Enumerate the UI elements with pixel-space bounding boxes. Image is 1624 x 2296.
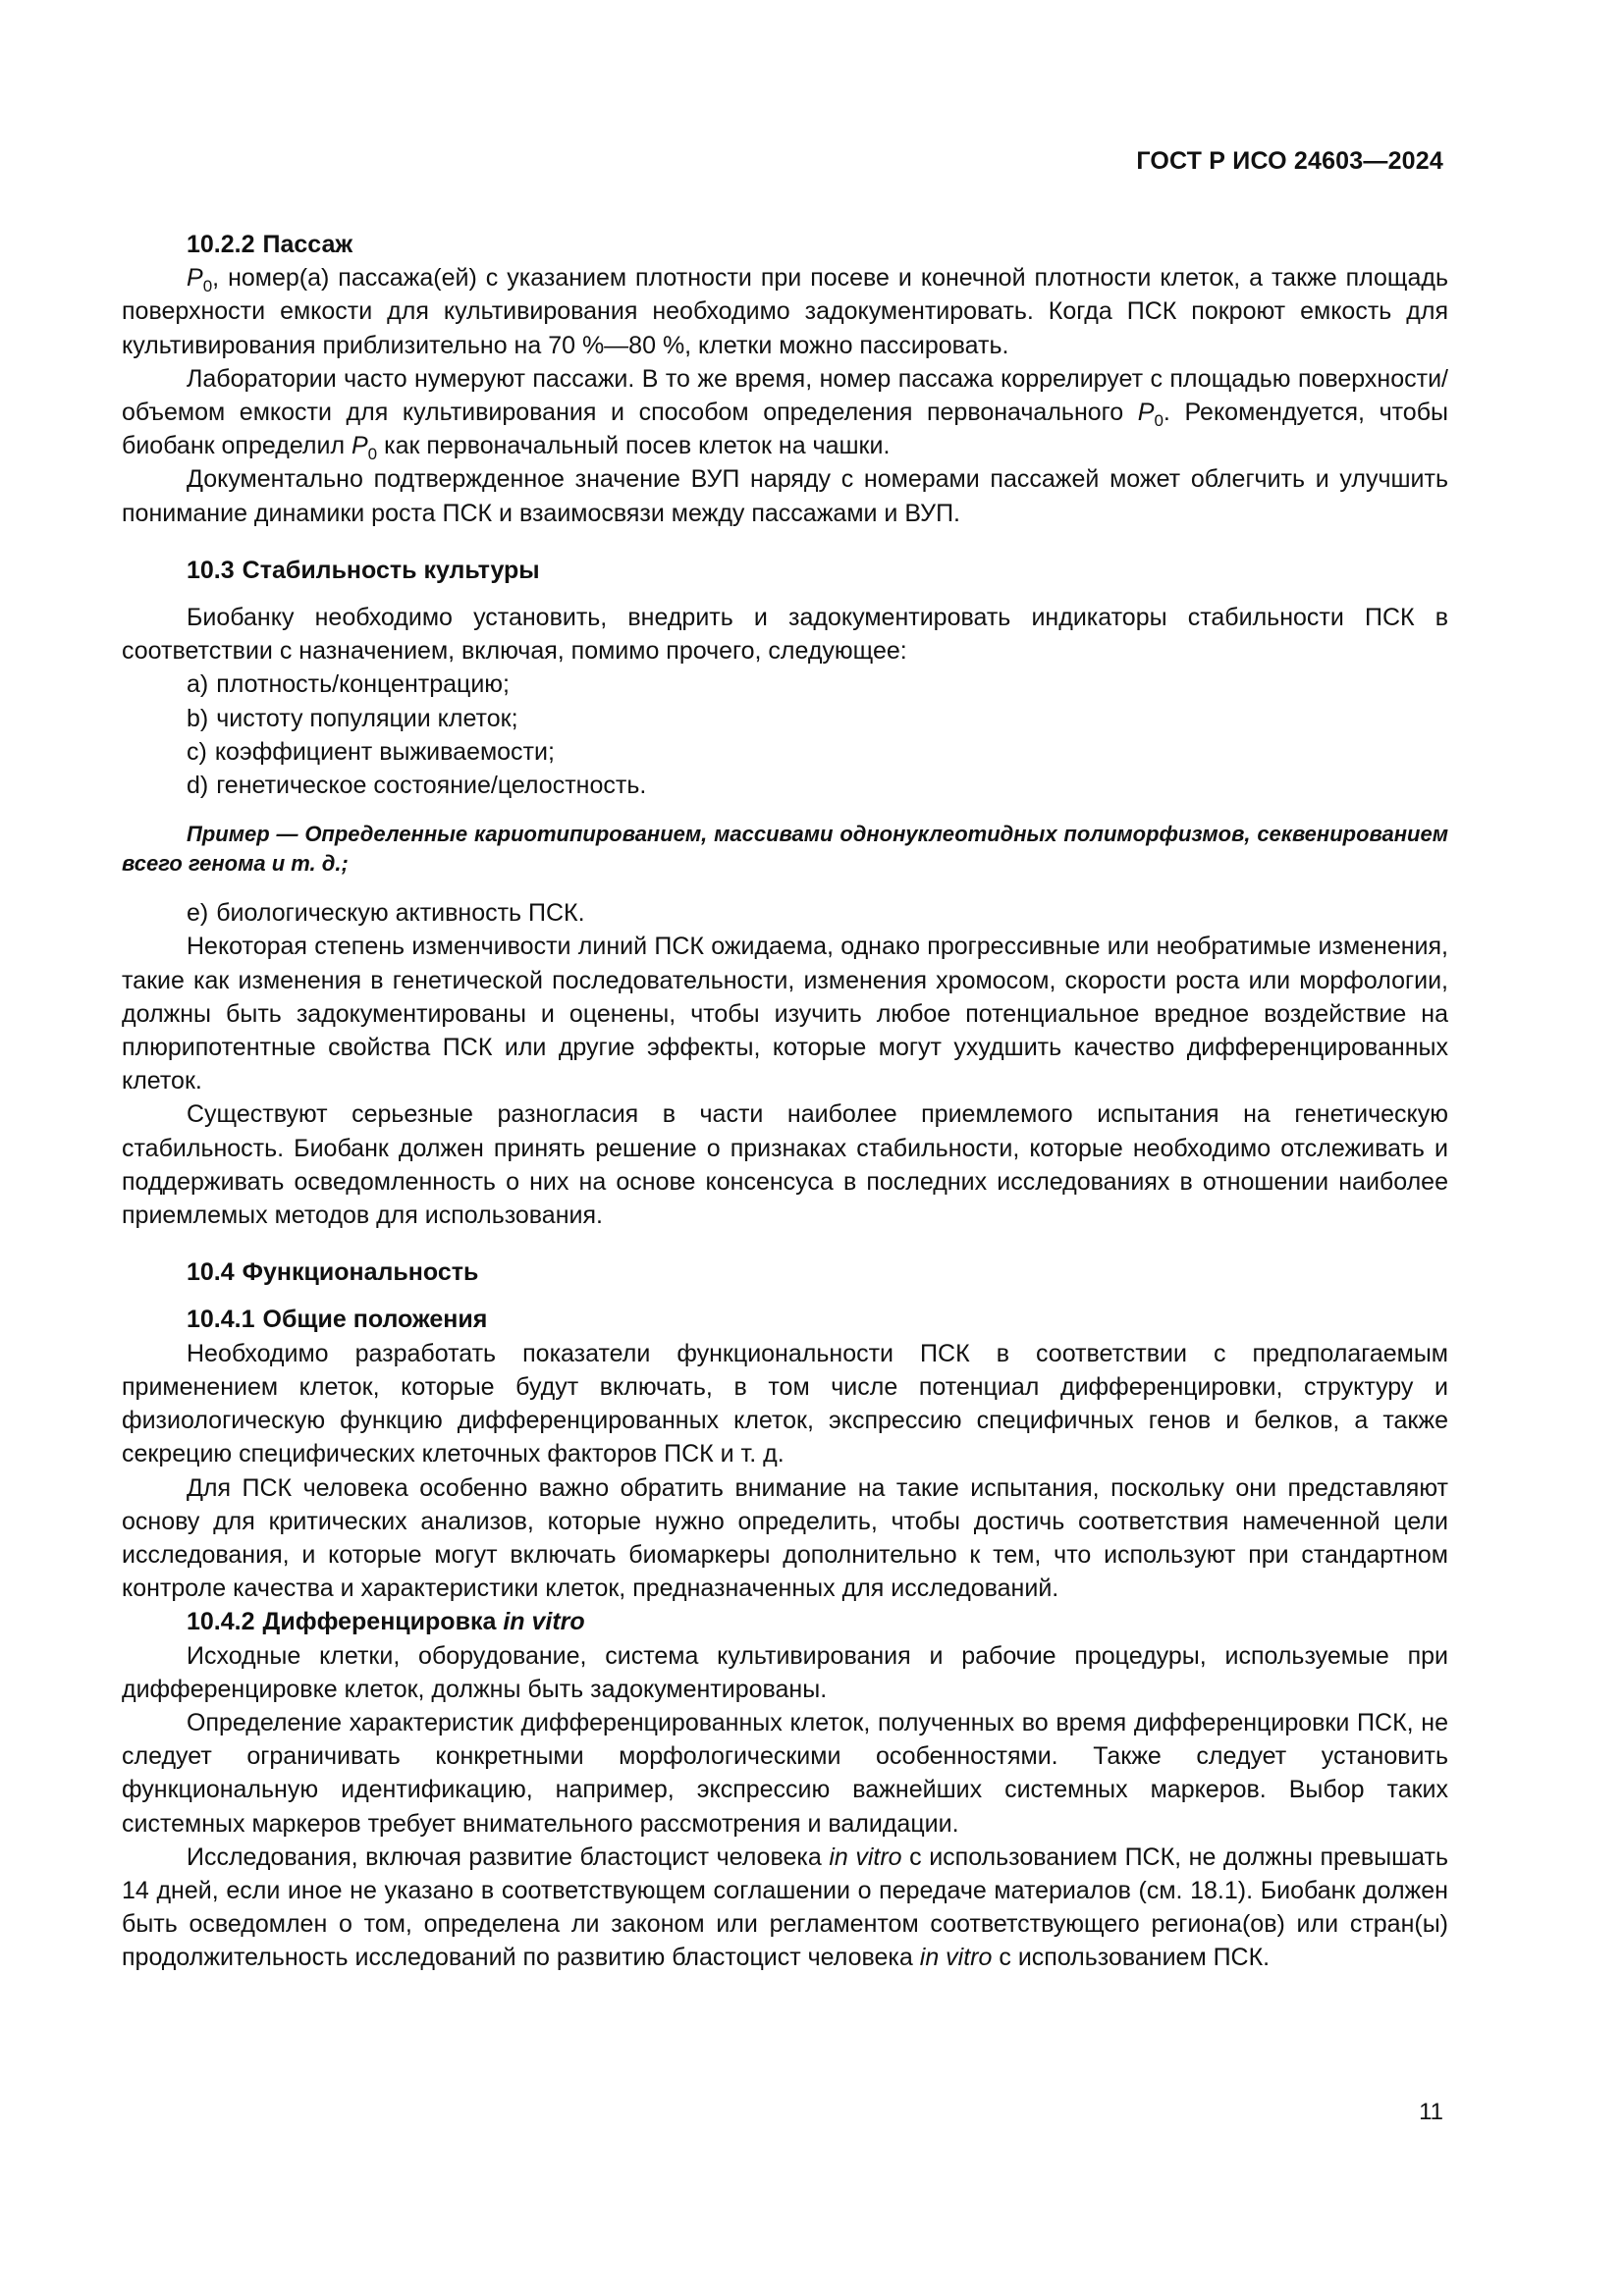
symbol-subscript: 0 bbox=[202, 277, 213, 296]
heading-10-4 bbox=[122, 1255, 1448, 1289]
list-item-text: плотность/концентрацию; bbox=[216, 670, 510, 699]
page-number: 11 bbox=[1419, 2099, 1443, 2125]
paragraph-text: с использованием ПСК. bbox=[992, 1944, 1271, 1972]
list-item bbox=[187, 702, 1448, 735]
symbol-p: P bbox=[351, 432, 368, 460]
paragraph-source-cells: Исходные клетки, оборудование, система культивирования и рабочие процедуры, используемые при дифференцировке клеток, должны быть задокументированы. bbox=[122, 1641, 1448, 1703]
symbol-subscript: 0 bbox=[1154, 411, 1164, 431]
symbol-subscript: 0 bbox=[367, 445, 378, 464]
paragraph-blastocyst-research bbox=[122, 1841, 1448, 1975]
paragraph-variability: Некоторая степень изменчивости линий ПСК ожидаема, однако прогрессивные или необратимые изменения, такие как изменения в генетической последовательности, изменения хромосом, скорости роста или морфологии, должны быть задокументированы и оценены, чтобы изучить любое потенциальное вредное воздействие на плюрипотентные свойства ПСК или другие эффекты, которые могут ухудшить качество дифференцированных клеток. bbox=[122, 933, 1448, 1095]
list-item-label: c) bbox=[187, 737, 207, 766]
example-note: Пример — Определенные кариотипированием, массивами однонуклеотидных полиморфизмов, секвенированием всего генома и т. д.; bbox=[122, 822, 1448, 877]
list-item-label: e) bbox=[187, 899, 209, 928]
stability-indicators-list-continued bbox=[122, 896, 1448, 930]
paragraph-text: Лаборатории часто нумеруют пассажи. В то же время, номер пассажа коррелирует с площадью поверхности/объемом емкости для культивирования и способом определения первоначального bbox=[122, 364, 1448, 427]
heading-number: 10.3 bbox=[187, 556, 235, 584]
paragraph-text: , номер(а) пассажа(ей) с указанием плотности при посеве и конечной плотности клеток, а также площадь поверхности емкости для культивирования необходимо задокументировать. Когда ПСК покроют емкость для культивирования приблизительно на 70 %—80 %, клетки можно пассировать. bbox=[122, 264, 1448, 359]
list-item-label: a) bbox=[187, 670, 209, 699]
paragraph-text: с использованием ПСК, не должны превышать 14 дней, если иное не указано в соответствующем соглашении о передаче материалов (см. 18.1). Биобанк должен быть осведомлен о том, определена ли законом или регламентом соответствующего региона(ов) или стран(ы) продолжительность исследований по развитию бластоцист человека bbox=[122, 1842, 1448, 1972]
paragraph-disagreement: Существуют серьезные разногласия в части наиболее приемлемого испытания на генетическую стабильность. Биобанк должен принять решение о признаках стабильности, которые необходимо отслеживать и поддерживать осведомленность о них на основе консенсуса в последних исследованиях в отношении наиболее приемлемых методов для использования. bbox=[122, 1100, 1448, 1230]
list-item-text: биологическую активность ПСК. bbox=[216, 899, 585, 928]
list-item bbox=[187, 667, 1448, 701]
symbol-p: P bbox=[187, 264, 203, 293]
italic-term: in vitro bbox=[919, 1944, 993, 1972]
heading-number: 10.4 bbox=[187, 1258, 235, 1287]
paragraph-characterization: Определение характеристик дифференцированных клеток, полученных во время дифференцировки ПСК, не следует ограничивать конкретными морфологическими особенностями. Также следует установить функциональную идентификацию, например, экспрессию важнейших системных маркеров. Выбор таких системных маркеров требует внимательного рассмотрения и валидации. bbox=[122, 1708, 1448, 1838]
heading-number: 10.4.1 bbox=[187, 1306, 255, 1334]
list-item-text: коэффициент выживаемости; bbox=[214, 737, 555, 766]
symbol-p: P bbox=[1137, 399, 1155, 427]
paragraph-functionality-indicators: Необходимо разработать показатели функциональности ПСК в соответствии с предполагаемым применением клеток, которые будут включать, в том числе потенциал дифференцировки, структуру и физиологическую функцию дифференцированных клеток, экспрессию специфичных генов и белков, а также секрецию специфических клеточных факторов ПСК и т. д. bbox=[122, 1339, 1448, 1468]
list-item bbox=[187, 896, 1448, 930]
heading-title: Общие положения bbox=[262, 1306, 488, 1334]
list-item bbox=[187, 735, 1448, 769]
heading-title: Пассаж bbox=[262, 231, 353, 258]
list-item-text: чистоту популяции клеток; bbox=[216, 704, 518, 732]
heading-title: Дифференцировка bbox=[262, 1608, 504, 1636]
stability-indicators-list bbox=[122, 667, 1448, 802]
paragraph-text: . Рекомендуется, чтобы биобанк определил bbox=[122, 399, 1448, 460]
heading-title: Стабильность культуры bbox=[242, 556, 540, 584]
heading-10-2-2 bbox=[122, 228, 1448, 261]
heading-10-3 bbox=[122, 554, 1448, 587]
heading-10-4-2 bbox=[122, 1605, 1448, 1638]
list-item bbox=[187, 769, 1448, 802]
paragraph-passage-documented: Документально подтвержденное значение ВУП наряду с номерами пассажей может облегчить и улучшить понимание динамики роста ПСК и взаимосвязи между пассажами и ВУП. bbox=[122, 465, 1448, 527]
heading-number: 10.4.2 bbox=[187, 1608, 255, 1636]
italic-term: in vitro bbox=[829, 1842, 902, 1871]
list-item-text: генетическое состояние/целостность. bbox=[216, 772, 647, 800]
heading-title-italic: in vitro bbox=[503, 1608, 585, 1636]
paragraph-human-psc-tests: Для ПСК человека особенно важно обратить внимание на такие испытания, поскольку они представляют основу для критических анализов, которые нужно определить, чтобы достичь соответствия намеченной цели исследования, и которые могут включать биомаркеры дополнительно к тем, что используют при стандартном контроле качества и характеристики клеток, предназначенных для исследований. bbox=[122, 1473, 1448, 1603]
paragraph-stability-intro: Биобанку необходимо установить, внедрить и задокументировать индикаторы стабильности ПСК в соответствии с назначением, включая, помимо прочего, следующее: bbox=[122, 604, 1448, 666]
list-item-label: d) bbox=[187, 772, 209, 800]
heading-title: Функциональность bbox=[242, 1258, 479, 1287]
paragraph-passage-p0 bbox=[122, 261, 1448, 362]
document-id-header: ГОСТ Р ИСО 24603—2024 bbox=[1136, 147, 1443, 175]
paragraph-passage-numbering bbox=[122, 362, 1448, 463]
paragraph-text: Исследования, включая развитие бластоцист человека bbox=[187, 1842, 830, 1871]
list-item-label: b) bbox=[187, 704, 209, 732]
paragraph-text: как первоначальный посев клеток на чашки. bbox=[377, 432, 891, 460]
document-body bbox=[122, 228, 1448, 1975]
heading-number: 10.2.2 bbox=[187, 231, 255, 258]
heading-10-4-1 bbox=[122, 1303, 1448, 1336]
